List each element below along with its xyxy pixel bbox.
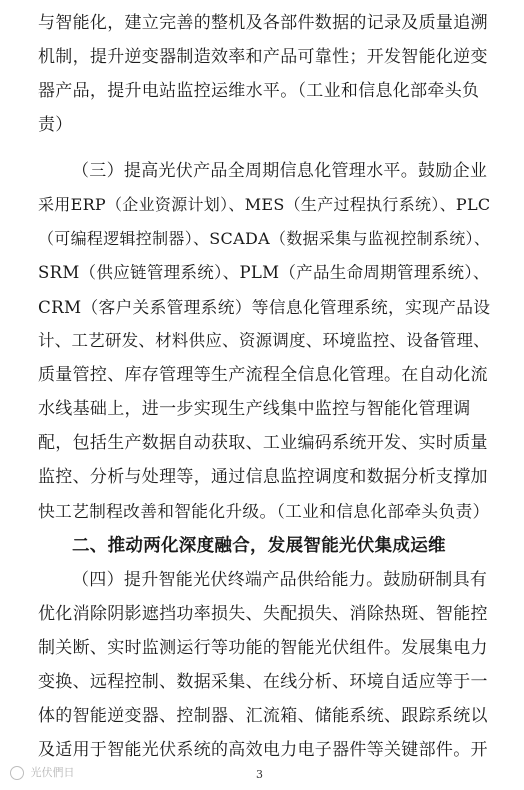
text-line: 体的智能逆变器、控制器、汇流箱、储能系统、跟踪系统以 [38, 706, 488, 726]
text-line: 水线基础上，进一步实现生产线集中监控与智能化管理调 [38, 399, 471, 419]
watermark-logo-icon [10, 766, 24, 780]
text-line: 质量管控、库存管理等生产流程全信息化管理。在自动化流 [38, 365, 488, 385]
watermark [10, 764, 75, 780]
text-line: 及适用于智能光伏系统的高效电力电子器件等关键部件。开 [38, 740, 488, 760]
text-line: 优化消除阴影遮挡功率损失、失配损失、消除热斑、智能控 [38, 604, 488, 624]
section-four-first-line: （四）提升智能光伏终端产品供给能力。鼓励研制具有 [72, 570, 488, 590]
text-line: 快工艺制程改善和智能化升级。（工业和信息化部牵头负责） [38, 501, 490, 521]
text-line: 计、工艺研发、材料供应、资源调度、环境监控、设备管理、 [38, 331, 490, 350]
section-heading: 二、推动两化深度融合，发展智能光伏集成运维 [72, 536, 446, 556]
text-line: 机制，提升逆变器制造效率和产品可靠性；开发智能化逆变 [38, 47, 488, 67]
text-line: 责） [38, 115, 73, 135]
text-line: 配，包括生产数据自动获取、工业编码系统开发、实时质量 [38, 433, 488, 453]
text-line: 器产品，提升电站监控运维水平。（工业和信息化部牵头负 [38, 81, 480, 101]
text-line: 监控、分析与处理等，通过信息监控调度和数据分析支撑加 [38, 467, 488, 487]
page-number: 3 [256, 768, 263, 781]
text-line: SRM（供应链管理系统）、PLM（产品生命周期管理系统）、 [38, 263, 490, 282]
text-line: 变换、远程控制、数据采集、在线分析、环境自适应等于一 [38, 672, 488, 692]
text-line: 采用ERP（企业资源计划）、MES（生产过程执行系统）、PLC [38, 195, 491, 214]
text-line: CRM（客户关系管理系统）等信息化管理系统，实现产品设 [38, 297, 491, 317]
text-line: （可编程逻辑控制器）、SCADA（数据采集与监视控制系统）、 [38, 229, 491, 248]
text-line: 制关断、实时监测运行等功能的智能光伏组件。发展集电力 [38, 638, 488, 658]
text-line: 与智能化，建立完善的整机及各部件数据的记录及质量追溯 [38, 13, 488, 33]
watermark-text: 光伏們日 [30, 766, 75, 779]
section-three-first-line: （三）提高光伏产品全周期信息化管理水平。鼓励企业 [72, 161, 488, 181]
